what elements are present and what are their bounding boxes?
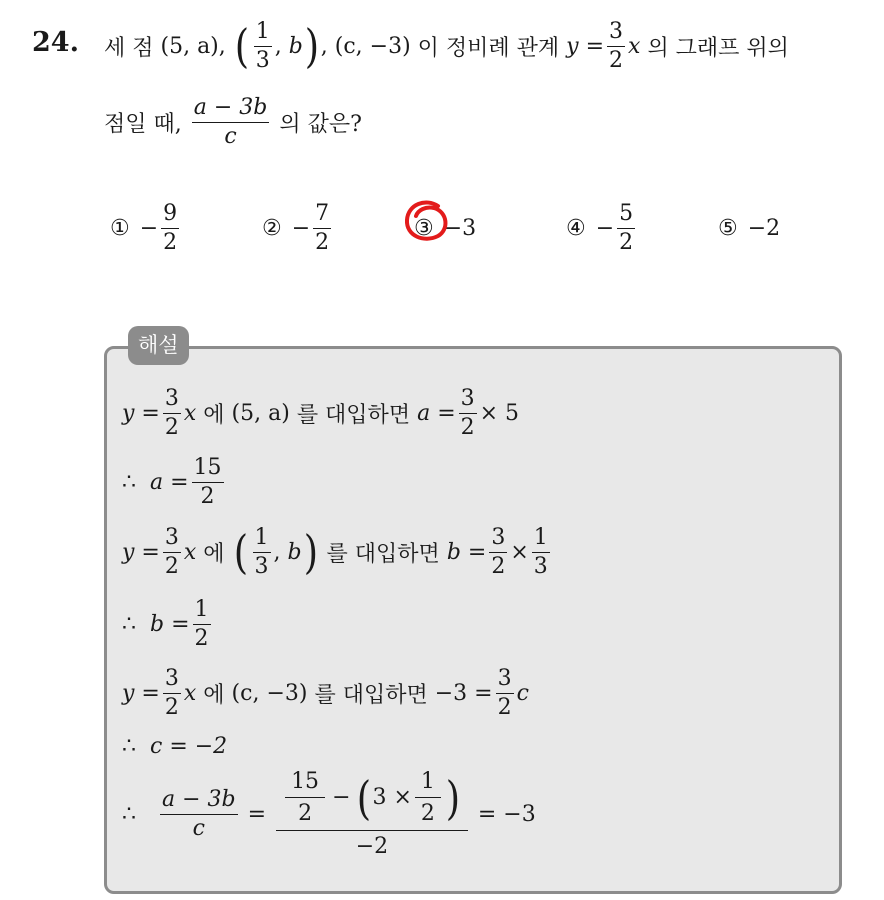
question-number: 24. [32,27,79,58]
option-marker: ④ [566,215,586,241]
solution-line-1: y = $\frac{3}{2}$ x 에 (5, a) 를 대입하면 a = $\frac{3}{2}$ × 5 [122,386,520,440]
point-3: , (c, −3) [320,33,411,59]
paren-left: ( [234,19,249,73]
option-5-value: −2 [747,215,781,241]
question-line-1: 세 점 (5, a), ( $\frac{1}{3}$ , b ) , (c, −3) 이 정비례 관계 y = $\frac{3}{2}$ x 의 그래프 위의 [104,19,789,73]
option-5[interactable] [718,196,780,260]
point-1: (5, a), [160,33,226,59]
question-intro: 세 점 [104,35,154,61]
option-marker: ⑤ [718,215,738,241]
expression-fraction: $\frac{a - 3b}{c}$ [193,95,268,149]
solution-line-5: y = $\frac{3}{2}$ x 에 (c, −3) 를 대입하면 −3 = $\frac{3}{2}$ c [122,666,529,720]
line2-end: 의 값은? [279,111,362,137]
solution-line-2: ∴ a = $\frac{15}{2}$ [122,455,222,509]
relation-text: 이 정비례 관계 [417,35,560,61]
solution-line-6: ∴ c = −2 [122,733,228,759]
line2-start: 점일 때, [104,111,182,137]
option-marker: ① [110,215,130,241]
option-3-value: −3 [443,215,477,241]
answer-circle-icon [402,198,452,244]
option-4-fraction: $\frac{5}{2}$ [619,201,634,255]
solution-tag: 해설 [128,326,189,365]
question-line-2 [104,92,362,152]
option-marker: ② [262,215,282,241]
fraction-one-third: $\frac{1}{3}$ [255,19,270,73]
fraction-three-halves: $\frac{3}{2}$ [609,19,624,73]
graph-text: 의 그래프 위의 [647,35,789,61]
solution-line-3: y = $\frac{3}{2}$ x 에 ( $\frac{1}{3}$ , b ) 를 대입하면 b = $\frac{3}{2}$ × $\frac{1}{3}$ [122,525,548,579]
option-1-fraction: $\frac{9}{2}$ [163,201,178,255]
x-variable: x [628,33,641,59]
option-2[interactable]: ② − $\frac{7}{2}$ [262,201,330,255]
paren-right: ) [304,19,319,73]
option-2-fraction: $\frac{7}{2}$ [315,201,330,255]
option-marker: ③ [414,215,434,241]
final-fraction: $\frac{15}{2}$ − ( 3 × $\frac{1}{2}$ ) −2 [276,770,468,857]
y-equals: y = [566,33,605,59]
solution-line-7: ∴ $\frac{a - 3b}{c}$ = $\frac{15}{2}$ − ( 3 × $\frac{1}{2}$ ) −2 = −3 [122,769,536,859]
option-4[interactable]: ④ − $\frac{5}{2}$ [566,201,634,255]
solution-line-4: ∴ b = $\frac{1}{2}$ [122,597,209,651]
point-2-b: b [288,33,303,59]
option-1[interactable]: ① − $\frac{9}{2}$ [110,201,178,255]
